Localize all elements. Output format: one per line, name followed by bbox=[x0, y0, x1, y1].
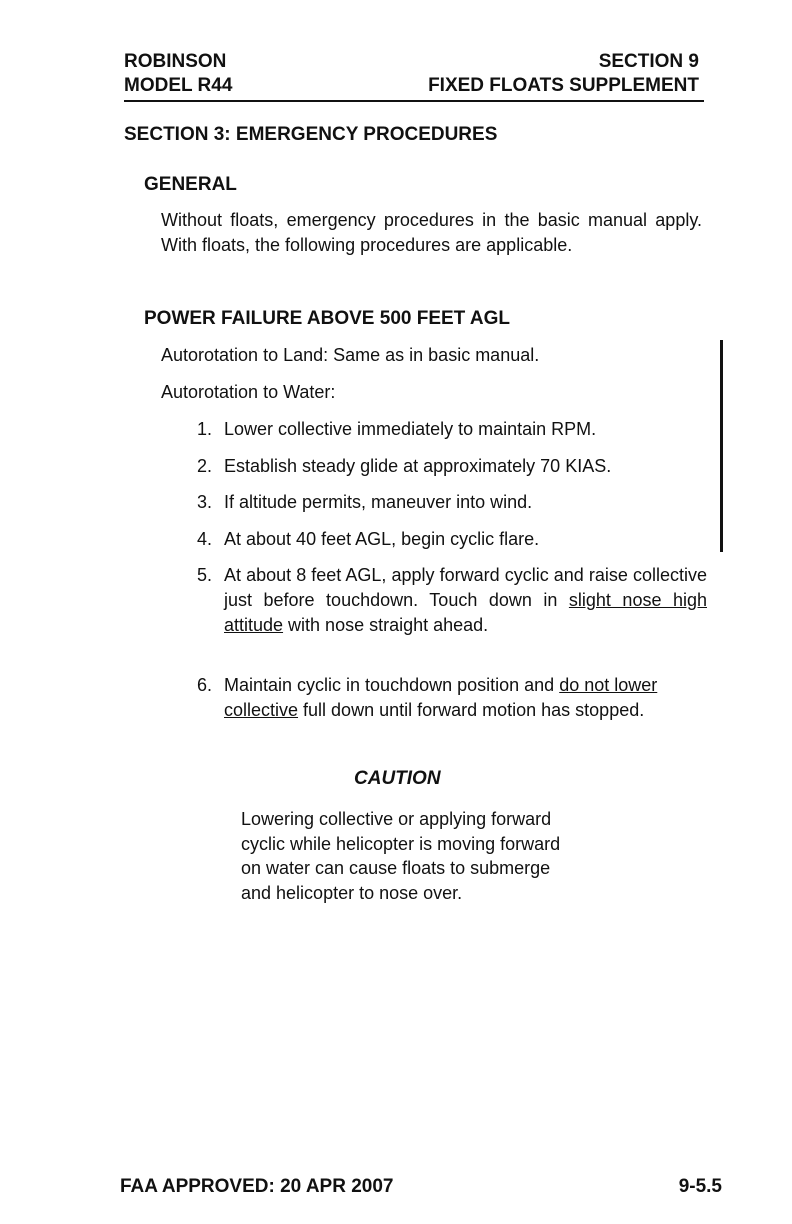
step-number: 3. bbox=[197, 492, 213, 512]
step-text-part: full down until forward motion has stopped. bbox=[298, 700, 645, 720]
step-number: 4. bbox=[197, 529, 213, 549]
step-text-underlined: do not lower collective bbox=[224, 675, 658, 720]
power-failure-heading: POWER FAILURE ABOVE 500 FEET AGL bbox=[144, 308, 510, 329]
autorotation-land: Autorotation to Land: Same as in basic manual. bbox=[161, 345, 540, 365]
header-model: MODEL R44 bbox=[124, 75, 233, 96]
section-title: SECTION 3: EMERGENCY PROCEDURES bbox=[124, 124, 498, 145]
page-number: 9-5.5 bbox=[678, 1176, 722, 1197]
step-6 bbox=[197, 673, 707, 723]
header-section: SECTION 9 bbox=[598, 51, 699, 72]
header-right bbox=[428, 50, 699, 98]
caution-title: CAUTION bbox=[354, 768, 441, 789]
caution-text: Lowering collective or applying forward cyclic while helicopter is moving forward on water can cause floats to submerge and helicopter to nose over. bbox=[241, 809, 561, 903]
change-bar bbox=[720, 340, 723, 552]
step-text: Lower collective immediately to maintain RPM. bbox=[224, 419, 597, 439]
header-supplement: FIXED FLOATS SUPPLEMENT bbox=[428, 75, 699, 96]
step-text bbox=[224, 563, 707, 638]
header-rule bbox=[124, 100, 704, 102]
step-number: 5. bbox=[197, 565, 213, 585]
step-4 bbox=[197, 527, 707, 552]
step-text-part: Maintain cyclic in touchdown position and bbox=[224, 675, 560, 695]
step-text-part: At about 8 feet AGL, apply forward cyclic and raise collective just before touchdown. Touch down in bbox=[224, 565, 707, 610]
step-number: 6. bbox=[197, 675, 213, 695]
faa-approved: FAA APPROVED: 20 APR 2007 bbox=[120, 1176, 394, 1197]
general-heading: GENERAL bbox=[144, 174, 237, 195]
step-5 bbox=[197, 563, 707, 638]
header-left bbox=[124, 50, 232, 98]
step-text: At about 40 feet AGL, begin cyclic flare. bbox=[224, 529, 540, 549]
step-text-part: with nose straight ahead. bbox=[283, 615, 489, 635]
step-text-underlined: slight nose high attitude bbox=[224, 590, 707, 635]
step-text bbox=[224, 673, 707, 723]
step-1 bbox=[197, 417, 707, 442]
step-2 bbox=[197, 454, 707, 479]
general-text: Without floats, emergency procedures in the basic manual apply. With floats, the following procedures are applicable. bbox=[161, 210, 702, 255]
step-3 bbox=[197, 490, 707, 515]
header-manufacturer: ROBINSON bbox=[124, 51, 227, 72]
step-text: If altitude permits, maneuver into wind. bbox=[224, 492, 533, 512]
autorotation-water: Autorotation to Water: bbox=[161, 382, 336, 402]
step-number: 1. bbox=[197, 419, 213, 439]
step-number: 2. bbox=[197, 456, 213, 476]
step-text: Establish steady glide at approximately 70 KIAS. bbox=[224, 456, 612, 476]
